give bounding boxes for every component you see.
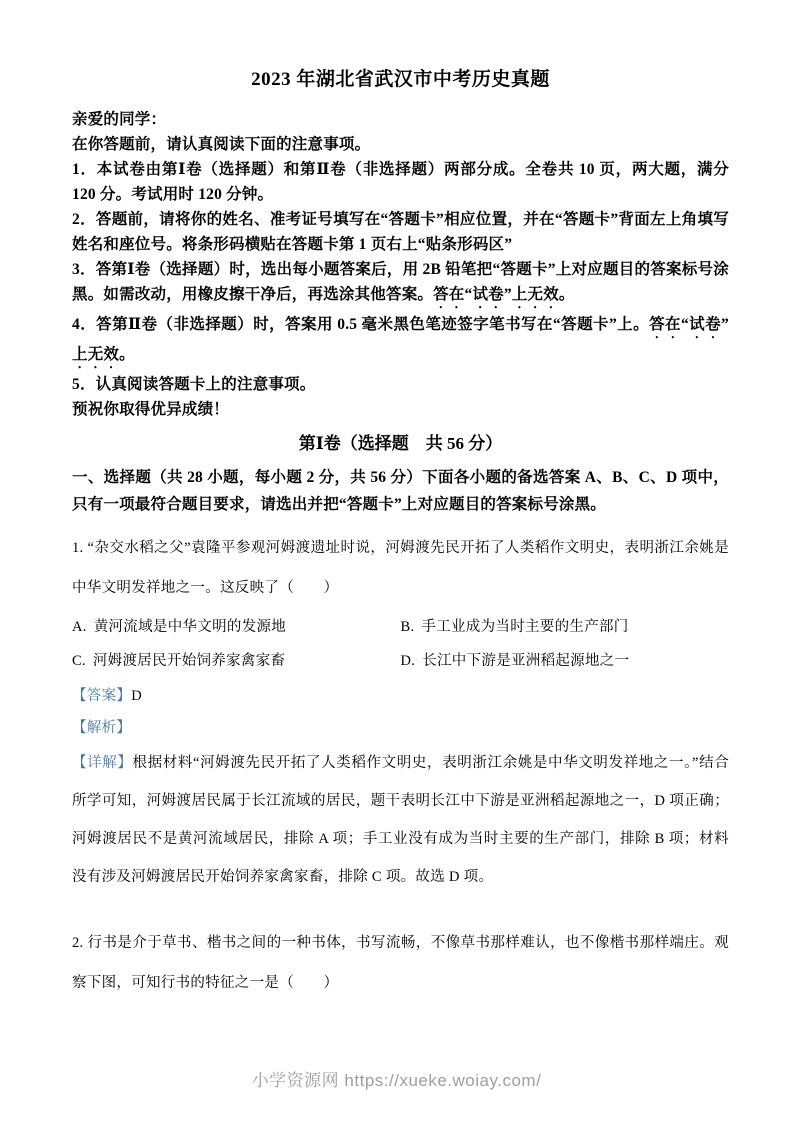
answer-value: D	[131, 688, 142, 704]
option-b-text: 手工业成为当时主要的生产部门	[421, 619, 629, 635]
analysis-line	[72, 712, 729, 744]
option-d	[401, 652, 730, 671]
option-d-label: D.	[400, 653, 416, 669]
option-c	[72, 652, 401, 671]
detail-label: 【详解】	[72, 755, 133, 771]
question-1-stem: 1. “杂交水稻之父”袁隆平参观河姆渡遗址时说，河姆渡先民开拓了人类稻作文明史，表明浙江余姚是中华文明发祥地之一。这反映了（ ）	[72, 540, 729, 596]
option-d-text: 长江中下游是亚洲稻起源地之一	[422, 653, 630, 669]
footer-link[interactable]: https://xueke.woiay.com/	[344, 1071, 542, 1090]
footer-site-name: 小学资源网	[251, 1071, 340, 1090]
answer-label: 【答案】	[72, 688, 132, 704]
page-title: 2023 年湖北省武汉市中考历史真题	[251, 69, 550, 90]
analysis-label: 【解析】	[72, 720, 132, 736]
option-a	[72, 618, 401, 637]
notice-item-4-emphasis: 答在“试卷”上无效。	[72, 316, 730, 363]
notice-item-1	[72, 157, 729, 207]
question-1-options	[72, 618, 729, 671]
option-b-label: B.	[400, 619, 415, 635]
option-b	[401, 618, 730, 637]
answer-line	[72, 680, 729, 712]
detail-text: 根据材料“河姆渡先民开拓了人类稻作文明史，表明浙江余姚是中华文明发祥地之一。”结合所学可知，河姆渡居民属于长江流域的居民，题干表明长江中下游是亚洲稻起源地之一，D 项正确；河姆渡居民不是黄河流域居民，排除 A 项；手工业没有成为当时主要的生产部门，排除 B 项；材料没有涉及河姆渡居民开始饲养家禽家畜，排除 C 项。故选 D 项。	[72, 755, 730, 885]
question-2-stem: 2. 行书是介于草书、楷书之间的一种书体，书写流畅，不像草书那样难认，也不像楷书那样端庄。观察下图，可知行书的特征之一是（ ）	[72, 935, 729, 991]
notice-item-3-text: 3．答第Ⅰ卷（选择题）时，选出每小题答案后，用 2B 铅笔把“答题卡”上对应题目的答案标号涂黑。如需改动，用橡皮擦干净后，再选涂其他答案。	[72, 261, 729, 303]
footer-watermark	[0, 1066, 793, 1091]
section-1-instruction: 一、选择题（共 28 小题，每小题 2 分，共 56 分）下面各小题的备选答案 A、B、C、D 项中，只有一项最符合题目要求，请选出并把“答题卡”上对应题目的答案标号涂黑。	[72, 469, 729, 513]
notice-item-2-text: 2．答题前，请将你的姓名、准考证号填写在“答题卡”相应位置，并在“答题卡”背面左上角填写姓名和座位号。将条形码横贴在答题卡第 1 页右上“贴条形码区”	[72, 211, 729, 253]
notice-item-5-text: 5．认真阅读答题卡上的注意事项。	[72, 376, 316, 393]
notice-item-3	[72, 257, 729, 312]
notice-item-4	[72, 312, 729, 372]
notice-item-1-text: 1．本试卷由第Ⅰ卷（选择题）和第Ⅱ卷（非选择题）两部分成。全卷共 10 页，两大题，满分 120 分。考试用时 120 分钟。	[72, 161, 729, 203]
section-1-header: 第Ⅰ卷（选择题 共 56 分）	[298, 434, 503, 453]
detail-paragraph	[72, 744, 729, 896]
notice-intro: 在你答题前，请认真阅读下面的注意事项。	[72, 136, 371, 153]
option-c-text: 河姆渡居民开始饲养家禽家畜	[92, 653, 286, 669]
option-c-label: C.	[72, 653, 86, 669]
question-1-block	[72, 528, 729, 1003]
notice-item-2	[72, 207, 729, 257]
option-a-label: A.	[72, 619, 87, 635]
option-a-text: 黄河流域是中华文明的发源地	[93, 619, 287, 635]
notice-item-5	[72, 372, 729, 397]
salutation: 亲爱的同学：	[72, 111, 167, 128]
wish-line: 预祝你取得优异成绩！	[72, 401, 230, 418]
notice-item-4-text: 4．答第Ⅱ卷（非选择题）时，答案用 0.5 毫米黑色笔迹签字笔书写在“答题卡”上。	[72, 316, 650, 333]
exam-notice-block	[72, 107, 729, 422]
notice-item-3-emphasis: 答在“试卷”上无效。	[433, 286, 575, 303]
